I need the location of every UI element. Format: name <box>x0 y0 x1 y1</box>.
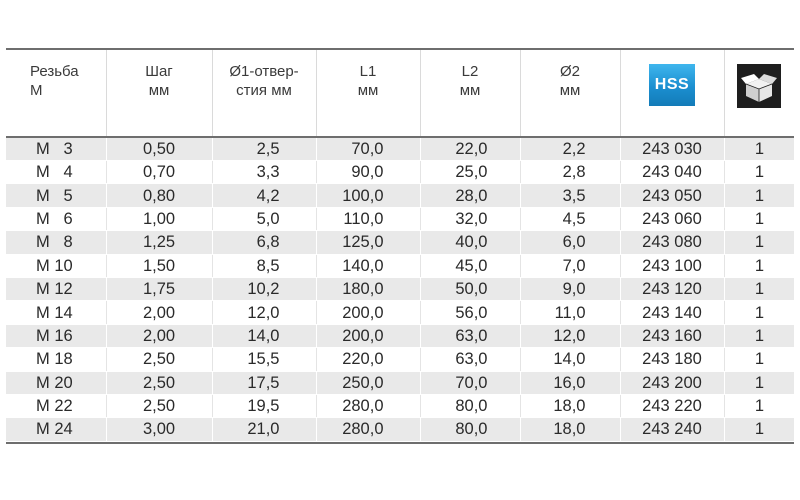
table-row <box>6 207 794 230</box>
cell-l1: 200,0 <box>316 301 420 324</box>
table-row <box>6 418 794 441</box>
cell-article: 243 200 <box>620 371 724 394</box>
cell-d2: 18,0 <box>520 394 620 417</box>
cell-article: 243 140 <box>620 301 724 324</box>
cell-article: 243 180 <box>620 348 724 371</box>
table-row <box>6 371 794 394</box>
cell-l2: 22,0 <box>420 137 520 161</box>
cell-article: 243 050 <box>620 184 724 207</box>
cell-thread: M 14 <box>6 301 106 324</box>
table-row <box>6 137 794 161</box>
cell-pitch: 1,25 <box>106 231 212 254</box>
cell-pitch: 2,00 <box>106 301 212 324</box>
cell-thread: M 16 <box>6 324 106 347</box>
cell-qty: 1 <box>724 231 794 254</box>
cell-article: 243 040 <box>620 161 724 184</box>
cell-l1: 280,0 <box>316 418 420 441</box>
cell-article: 243 080 <box>620 231 724 254</box>
cell-l1: 280,0 <box>316 394 420 417</box>
cell-d2: 11,0 <box>520 301 620 324</box>
cell-d2: 18,0 <box>520 418 620 441</box>
cell-pitch: 1,50 <box>106 254 212 277</box>
cell-qty: 1 <box>724 324 794 347</box>
table-row <box>6 394 794 417</box>
cell-l1: 110,0 <box>316 207 420 230</box>
cell-hole: 17,5 <box>212 371 316 394</box>
header-hole-line2: стия мм <box>236 82 292 99</box>
header-thread <box>6 49 106 137</box>
spec-table-container <box>6 48 794 444</box>
table-row <box>6 184 794 207</box>
cell-pitch: 1,00 <box>106 207 212 230</box>
cell-hole: 12,0 <box>212 301 316 324</box>
cell-l2: 28,0 <box>420 184 520 207</box>
cell-pitch: 2,50 <box>106 348 212 371</box>
cell-l1: 125,0 <box>316 231 420 254</box>
cell-hole: 2,5 <box>212 137 316 161</box>
cell-pitch: 2,50 <box>106 371 212 394</box>
cell-l1: 90,0 <box>316 161 420 184</box>
cell-pitch: 2,00 <box>106 324 212 347</box>
cell-thread: M 10 <box>6 254 106 277</box>
cell-d2: 9,0 <box>520 277 620 300</box>
header-l2-line1: L2 <box>461 63 479 80</box>
cell-l2: 40,0 <box>420 231 520 254</box>
cell-thread: M 22 <box>6 394 106 417</box>
cell-qty: 1 <box>724 254 794 277</box>
cell-d2: 6,0 <box>520 231 620 254</box>
cell-hole: 3,3 <box>212 161 316 184</box>
cell-qty: 1 <box>724 161 794 184</box>
table-row <box>6 254 794 277</box>
header-l1-line1: L1 <box>359 63 377 80</box>
cell-thread: M 5 <box>6 184 106 207</box>
header-hole-diameter <box>212 49 316 137</box>
cell-qty: 1 <box>724 137 794 161</box>
header-pitch-line2: мм <box>148 82 170 99</box>
header-hole-line1: Ø1-отвер- <box>229 63 299 80</box>
header-d2-line2: мм <box>559 82 581 99</box>
header-l2 <box>420 49 520 137</box>
table-row <box>6 277 794 300</box>
table-row <box>6 231 794 254</box>
cell-pitch: 0,50 <box>106 137 212 161</box>
cell-qty: 1 <box>724 277 794 300</box>
cell-l1: 200,0 <box>316 324 420 347</box>
cell-hole: 5,0 <box>212 207 316 230</box>
cell-d2: 2,2 <box>520 137 620 161</box>
cell-l1: 250,0 <box>316 371 420 394</box>
cell-thread: M 8 <box>6 231 106 254</box>
cell-l2: 80,0 <box>420 394 520 417</box>
cell-article: 243 030 <box>620 137 724 161</box>
header-d2-line1: Ø2 <box>559 63 580 80</box>
table-row <box>6 301 794 324</box>
cell-l1: 140,0 <box>316 254 420 277</box>
cell-hole: 4,2 <box>212 184 316 207</box>
header-row <box>6 49 794 137</box>
header-l2-line2: мм <box>459 82 481 99</box>
header-l1 <box>316 49 420 137</box>
cell-l2: 32,0 <box>420 207 520 230</box>
cell-qty: 1 <box>724 301 794 324</box>
cell-pitch: 3,00 <box>106 418 212 441</box>
cell-article: 243 060 <box>620 207 724 230</box>
cell-l2: 63,0 <box>420 324 520 347</box>
cell-d2: 16,0 <box>520 371 620 394</box>
table-row <box>6 348 794 371</box>
cell-hole: 15,5 <box>212 348 316 371</box>
cell-article: 243 160 <box>620 324 724 347</box>
cell-thread: M 12 <box>6 277 106 300</box>
cell-l2: 56,0 <box>420 301 520 324</box>
header-pitch <box>106 49 212 137</box>
cell-d2: 4,5 <box>520 207 620 230</box>
cell-article: 243 100 <box>620 254 724 277</box>
table-row <box>6 161 794 184</box>
cell-d2: 3,5 <box>520 184 620 207</box>
cell-qty: 1 <box>724 207 794 230</box>
table-row <box>6 324 794 347</box>
cell-l1: 220,0 <box>316 348 420 371</box>
cell-l1: 70,0 <box>316 137 420 161</box>
cell-qty: 1 <box>724 394 794 417</box>
cell-hole: 14,0 <box>212 324 316 347</box>
cell-pitch: 1,75 <box>106 277 212 300</box>
cell-thread: M 6 <box>6 207 106 230</box>
cell-l2: 25,0 <box>420 161 520 184</box>
header-material <box>620 49 724 137</box>
header-l1-line2: мм <box>357 82 379 99</box>
cell-d2: 7,0 <box>520 254 620 277</box>
table-bottom-rule <box>6 442 794 444</box>
cell-l2: 50,0 <box>420 277 520 300</box>
cell-hole: 19,5 <box>212 394 316 417</box>
cell-thread: M 18 <box>6 348 106 371</box>
cell-thread: M 24 <box>6 418 106 441</box>
cell-l1: 100,0 <box>316 184 420 207</box>
header-d2 <box>520 49 620 137</box>
cell-article: 243 240 <box>620 418 724 441</box>
cell-l2: 70,0 <box>420 371 520 394</box>
cell-hole: 10,2 <box>212 277 316 300</box>
cell-pitch: 0,80 <box>106 184 212 207</box>
cell-qty: 1 <box>724 184 794 207</box>
cell-thread: M 20 <box>6 371 106 394</box>
header-packaging <box>724 49 794 137</box>
table-body <box>6 137 794 441</box>
cell-article: 243 220 <box>620 394 724 417</box>
header-thread-line1: Резьба <box>30 63 79 80</box>
box-packaging-icon <box>737 64 781 108</box>
header-thread-line2: M <box>30 82 43 99</box>
cell-l2: 80,0 <box>420 418 520 441</box>
header-pitch-line1: Шаг <box>145 63 173 80</box>
cell-pitch: 2,50 <box>106 394 212 417</box>
cell-article: 243 120 <box>620 277 724 300</box>
cell-qty: 1 <box>724 418 794 441</box>
cell-hole: 21,0 <box>212 418 316 441</box>
cell-qty: 1 <box>724 348 794 371</box>
hss-badge: HSS <box>649 64 695 106</box>
cell-d2: 2,8 <box>520 161 620 184</box>
cell-d2: 12,0 <box>520 324 620 347</box>
spec-table <box>6 48 794 442</box>
cell-hole: 8,5 <box>212 254 316 277</box>
table-header <box>6 49 794 137</box>
cell-pitch: 0,70 <box>106 161 212 184</box>
cell-qty: 1 <box>724 371 794 394</box>
cell-d2: 14,0 <box>520 348 620 371</box>
cell-l1: 180,0 <box>316 277 420 300</box>
cell-l2: 45,0 <box>420 254 520 277</box>
cell-thread: M 3 <box>6 137 106 161</box>
cell-hole: 6,8 <box>212 231 316 254</box>
cell-thread: M 4 <box>6 161 106 184</box>
cell-l2: 63,0 <box>420 348 520 371</box>
